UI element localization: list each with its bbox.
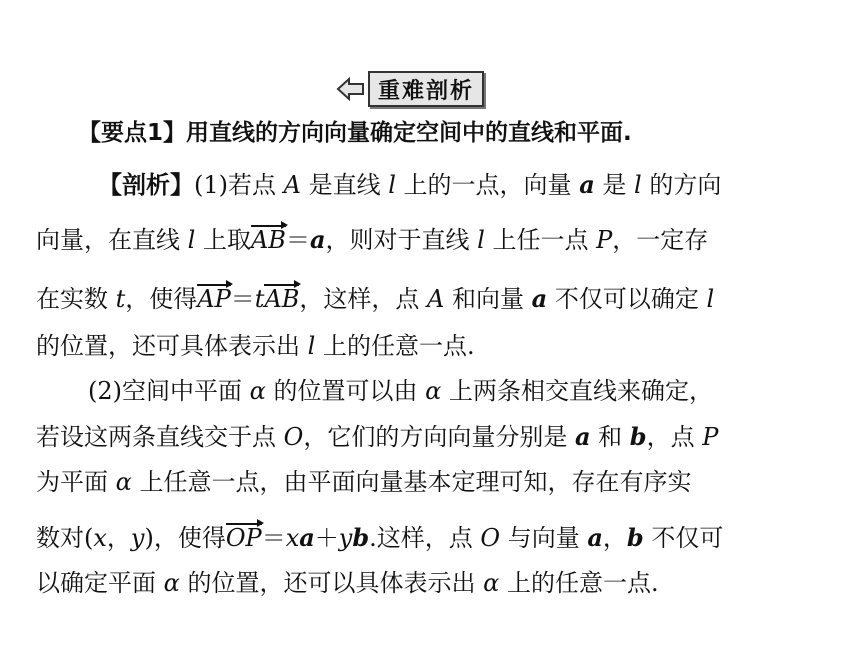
analysis-line-2: 向量，在直线 l 上取AB＝a，则对于直线 l 上任一点 P，一定存 — [36, 225, 709, 254]
vector-OP: OP — [225, 524, 262, 552]
analysis-line-4: 的位置，还可具体表示出 l 上的任意一点. — [36, 332, 475, 360]
vector-AP: AP — [197, 285, 231, 313]
arrow-icon — [336, 76, 366, 102]
section-badge-title: 重难剖析 — [368, 71, 484, 107]
analysis-line-7: 为平面 α 上任意一点，由平面向量基本定理可知，存在有序实 — [36, 468, 692, 496]
vector-AB-2: AB — [264, 285, 300, 313]
analysis-line-3: 在实数 t，使得AP＝tAB，这样，点 A 和向量 a 不仅可以确定 l — [36, 284, 715, 313]
analysis-line-8: 数对(x，y)，使得OP＝xa＋yb.这样，点 O 与向量 a，b 不仅可 — [36, 523, 724, 552]
analysis-line-5: (2)空间中平面 α 的位置可以由 α 上两条相交直线来确定， — [88, 377, 713, 405]
analysis-line-9: 以确定平面 α 的位置，还可以具体表示出 α 上的任意一点. — [36, 569, 659, 597]
key-point-heading: 【要点1】用直线的方向向量确定空间中的直线和平面. — [78, 120, 632, 146]
analysis-line-1: 【剖析】(1)若点 A 是直线 l 上的一点，向量 a 是 l 的方向 — [98, 170, 722, 199]
analysis-line-6: 若设这两条直线交于点 O，它们的方向向量分别是 a 和 b，点 P — [36, 422, 719, 451]
section-badge — [336, 70, 484, 108]
vector-AB: AB — [250, 226, 286, 254]
